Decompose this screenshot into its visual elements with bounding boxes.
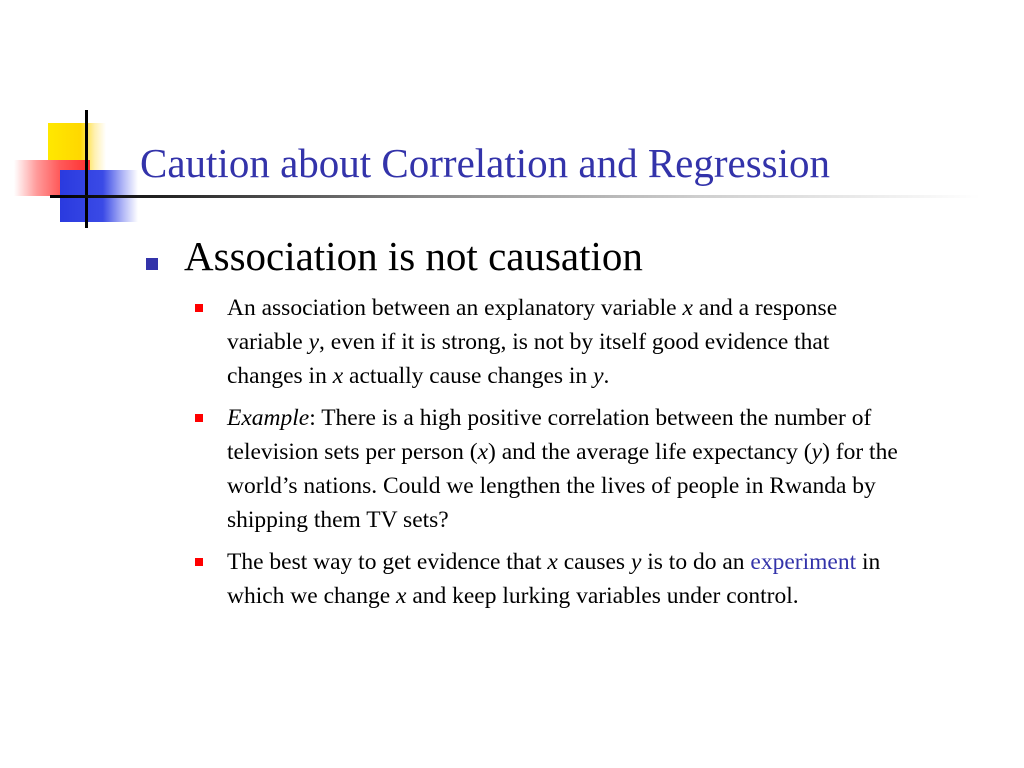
- bullet-text: ) for the world’s nations. Could we lengthen the lives of people in Rwanda by shipping them TV sets?: [227, 439, 898, 534]
- bullet-text: and a response variable: [227, 295, 838, 356]
- variable-x: x: [477, 439, 489, 466]
- bullet-text: and keep lurking variables under control.: [406, 583, 799, 610]
- square-bullet-icon: [195, 414, 203, 422]
- variable-x: x: [547, 549, 558, 576]
- square-bullet-icon: [195, 558, 203, 566]
- title-underline: [50, 195, 980, 198]
- logo-vertical-line: [85, 110, 88, 228]
- main-point: [144, 232, 1004, 281]
- sub-bullet-list: [144, 291, 1004, 613]
- bullet-experiment: [144, 545, 907, 613]
- bullet-text: ) and the average life expectancy (: [488, 439, 812, 466]
- example-label: Example: [227, 405, 310, 432]
- slide-title: Caution about Correlation and Regression: [140, 140, 831, 186]
- bullet-text: , even if it is strong, is not by itself good evidence that changes in: [227, 329, 830, 390]
- bullet-text: causes: [557, 549, 631, 576]
- bullet-text: actually cause changes in: [343, 363, 594, 390]
- square-bullet-icon: [195, 304, 203, 312]
- variable-y: y: [593, 363, 604, 390]
- bullet-text: is to do an: [641, 549, 751, 576]
- decorative-logo: [0, 0, 200, 240]
- bullet-text: in which we change: [227, 549, 881, 610]
- bullet-text: : There is a high positive correlation between the number of television sets per person (: [227, 405, 872, 466]
- experiment-link[interactable]: experiment: [750, 549, 857, 576]
- slide-content: [144, 232, 1004, 621]
- bullet-text: An association between an explanatory variable: [227, 295, 683, 322]
- bullet-association: [144, 291, 907, 393]
- main-point-text: Association is not causation: [184, 233, 643, 279]
- variable-y: y: [308, 329, 319, 356]
- variable-x: x: [332, 363, 344, 390]
- variable-x: x: [396, 583, 407, 610]
- variable-y: y: [630, 549, 642, 576]
- variable-y: y: [811, 439, 823, 466]
- bullet-text: The best way to get evidence that: [227, 549, 548, 576]
- bullet-text: .: [603, 363, 610, 390]
- square-bullet-icon: [146, 258, 158, 270]
- variable-x: x: [682, 295, 693, 322]
- bullet-example: [144, 401, 907, 537]
